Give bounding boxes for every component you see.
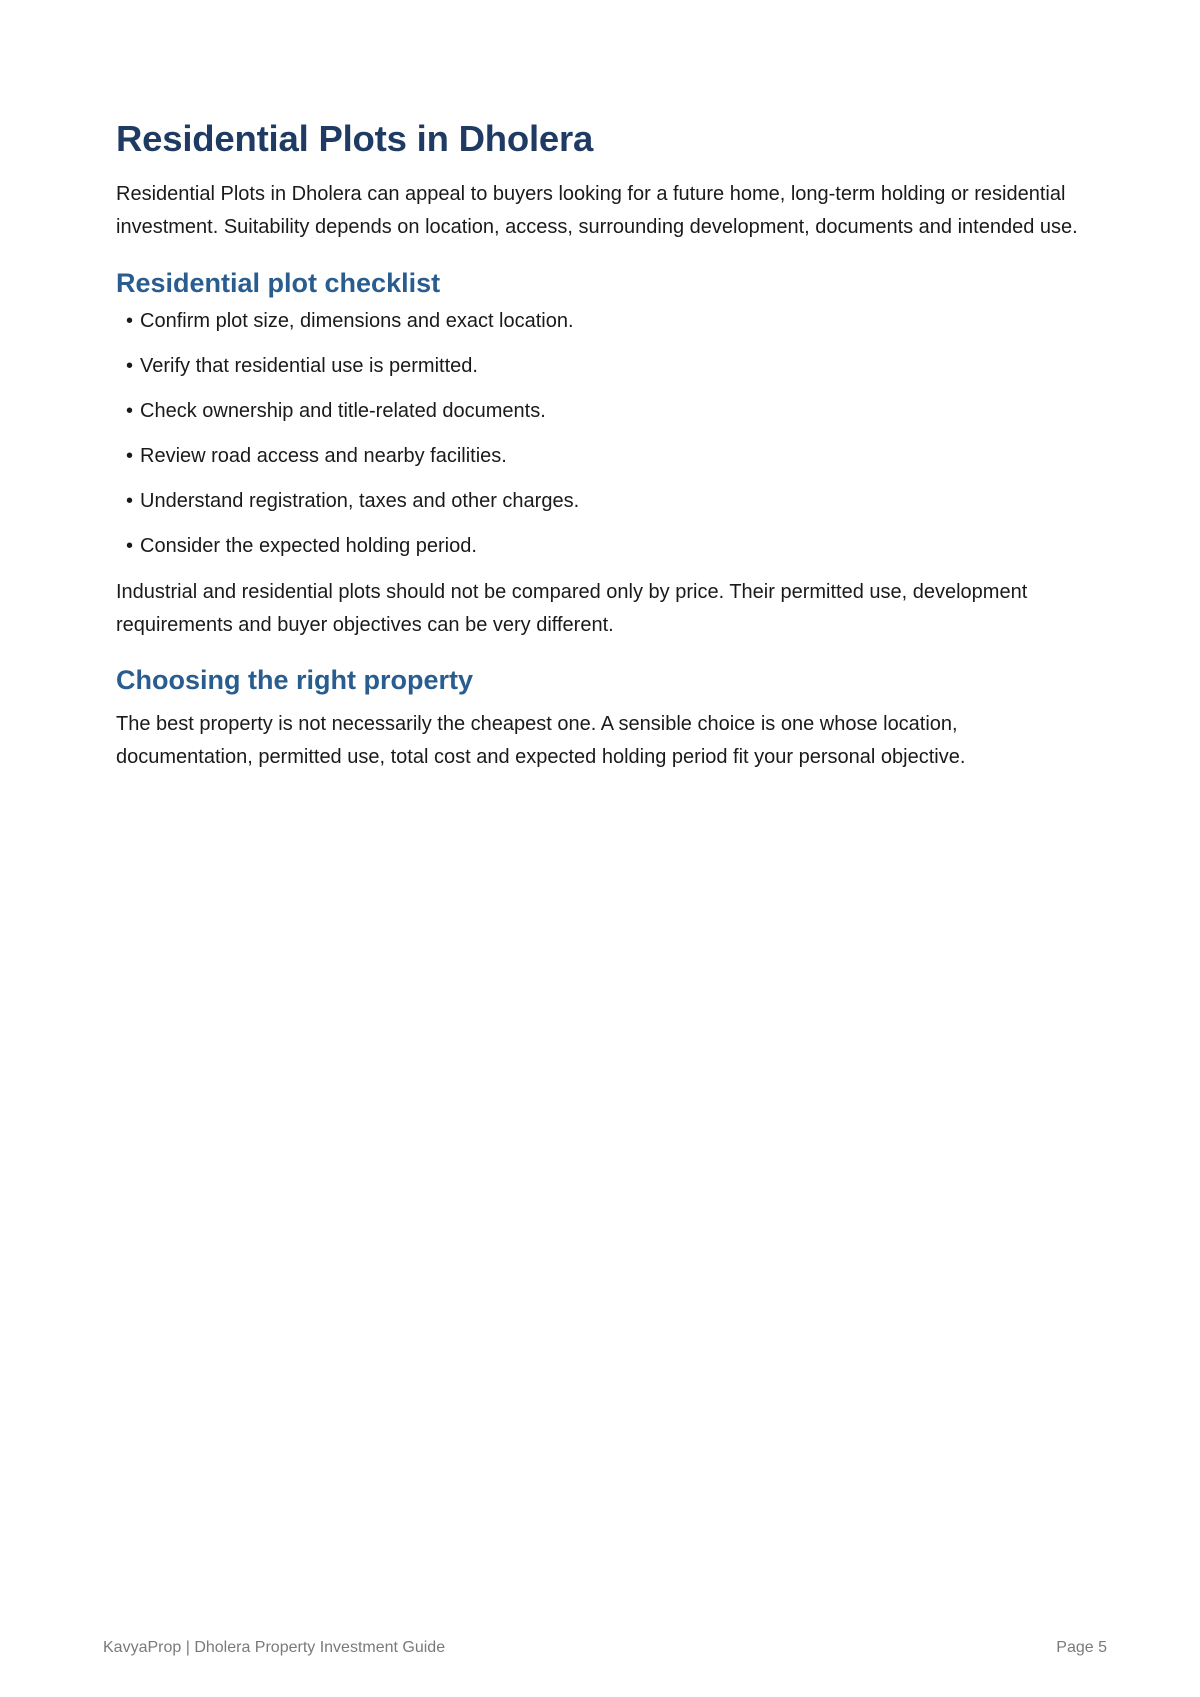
checklist-item-text: Verify that residential use is permitted. bbox=[140, 355, 478, 377]
section-heading-checklist: Residential plot checklist bbox=[116, 268, 441, 298]
bullet: • bbox=[126, 310, 134, 332]
checklist-item-text: Review road access and nearby facilities. bbox=[140, 445, 507, 467]
checklist-item bbox=[116, 442, 1096, 471]
choosing-paragraph: The best property is not necessarily the cheapest one. A sensible choice is one whose location, documentation, permitted use, total cost and expected holding period fit your personal objective. bbox=[116, 713, 966, 768]
checklist-item-text: Check ownership and title-related documents. bbox=[140, 400, 546, 422]
page-footer bbox=[103, 1636, 1107, 1660]
checklist-item bbox=[116, 307, 1096, 336]
checklist-item bbox=[116, 532, 1096, 561]
bullet: • bbox=[126, 490, 134, 512]
checklist-item-text: Confirm plot size, dimensions and exact location. bbox=[140, 310, 574, 332]
bullet: • bbox=[126, 355, 134, 377]
checklist-item bbox=[116, 487, 1096, 516]
comparison-paragraph: Industrial and residential plots should not be compared only by price. Their permitted use, development requirements and buyer objectives can be very different. bbox=[116, 581, 1028, 636]
bullet: • bbox=[126, 400, 134, 422]
checklist-item bbox=[116, 397, 1096, 426]
bullet: • bbox=[126, 445, 134, 467]
section-heading-choosing: Choosing the right property bbox=[116, 665, 473, 695]
page-content bbox=[116, 112, 1096, 774]
page-number: Page 5 bbox=[1056, 1639, 1107, 1656]
checklist-item bbox=[116, 352, 1096, 381]
bullet: • bbox=[126, 535, 134, 557]
checklist-item-text: Understand registration, taxes and other charges. bbox=[140, 490, 580, 512]
page-title: Residential Plots in Dholera bbox=[116, 118, 594, 159]
checklist-item-text: Consider the expected holding period. bbox=[140, 535, 477, 557]
checklist bbox=[116, 307, 1096, 561]
intro-paragraph: Residential Plots in Dholera can appeal to buyers looking for a future home, long-term holding or residential investment. Suitability depends on location, access, surrounding development, documents and intended use. bbox=[116, 183, 1078, 238]
footer-guide-title: KavyaProp | Dholera Property Investment Guide bbox=[103, 1639, 446, 1656]
